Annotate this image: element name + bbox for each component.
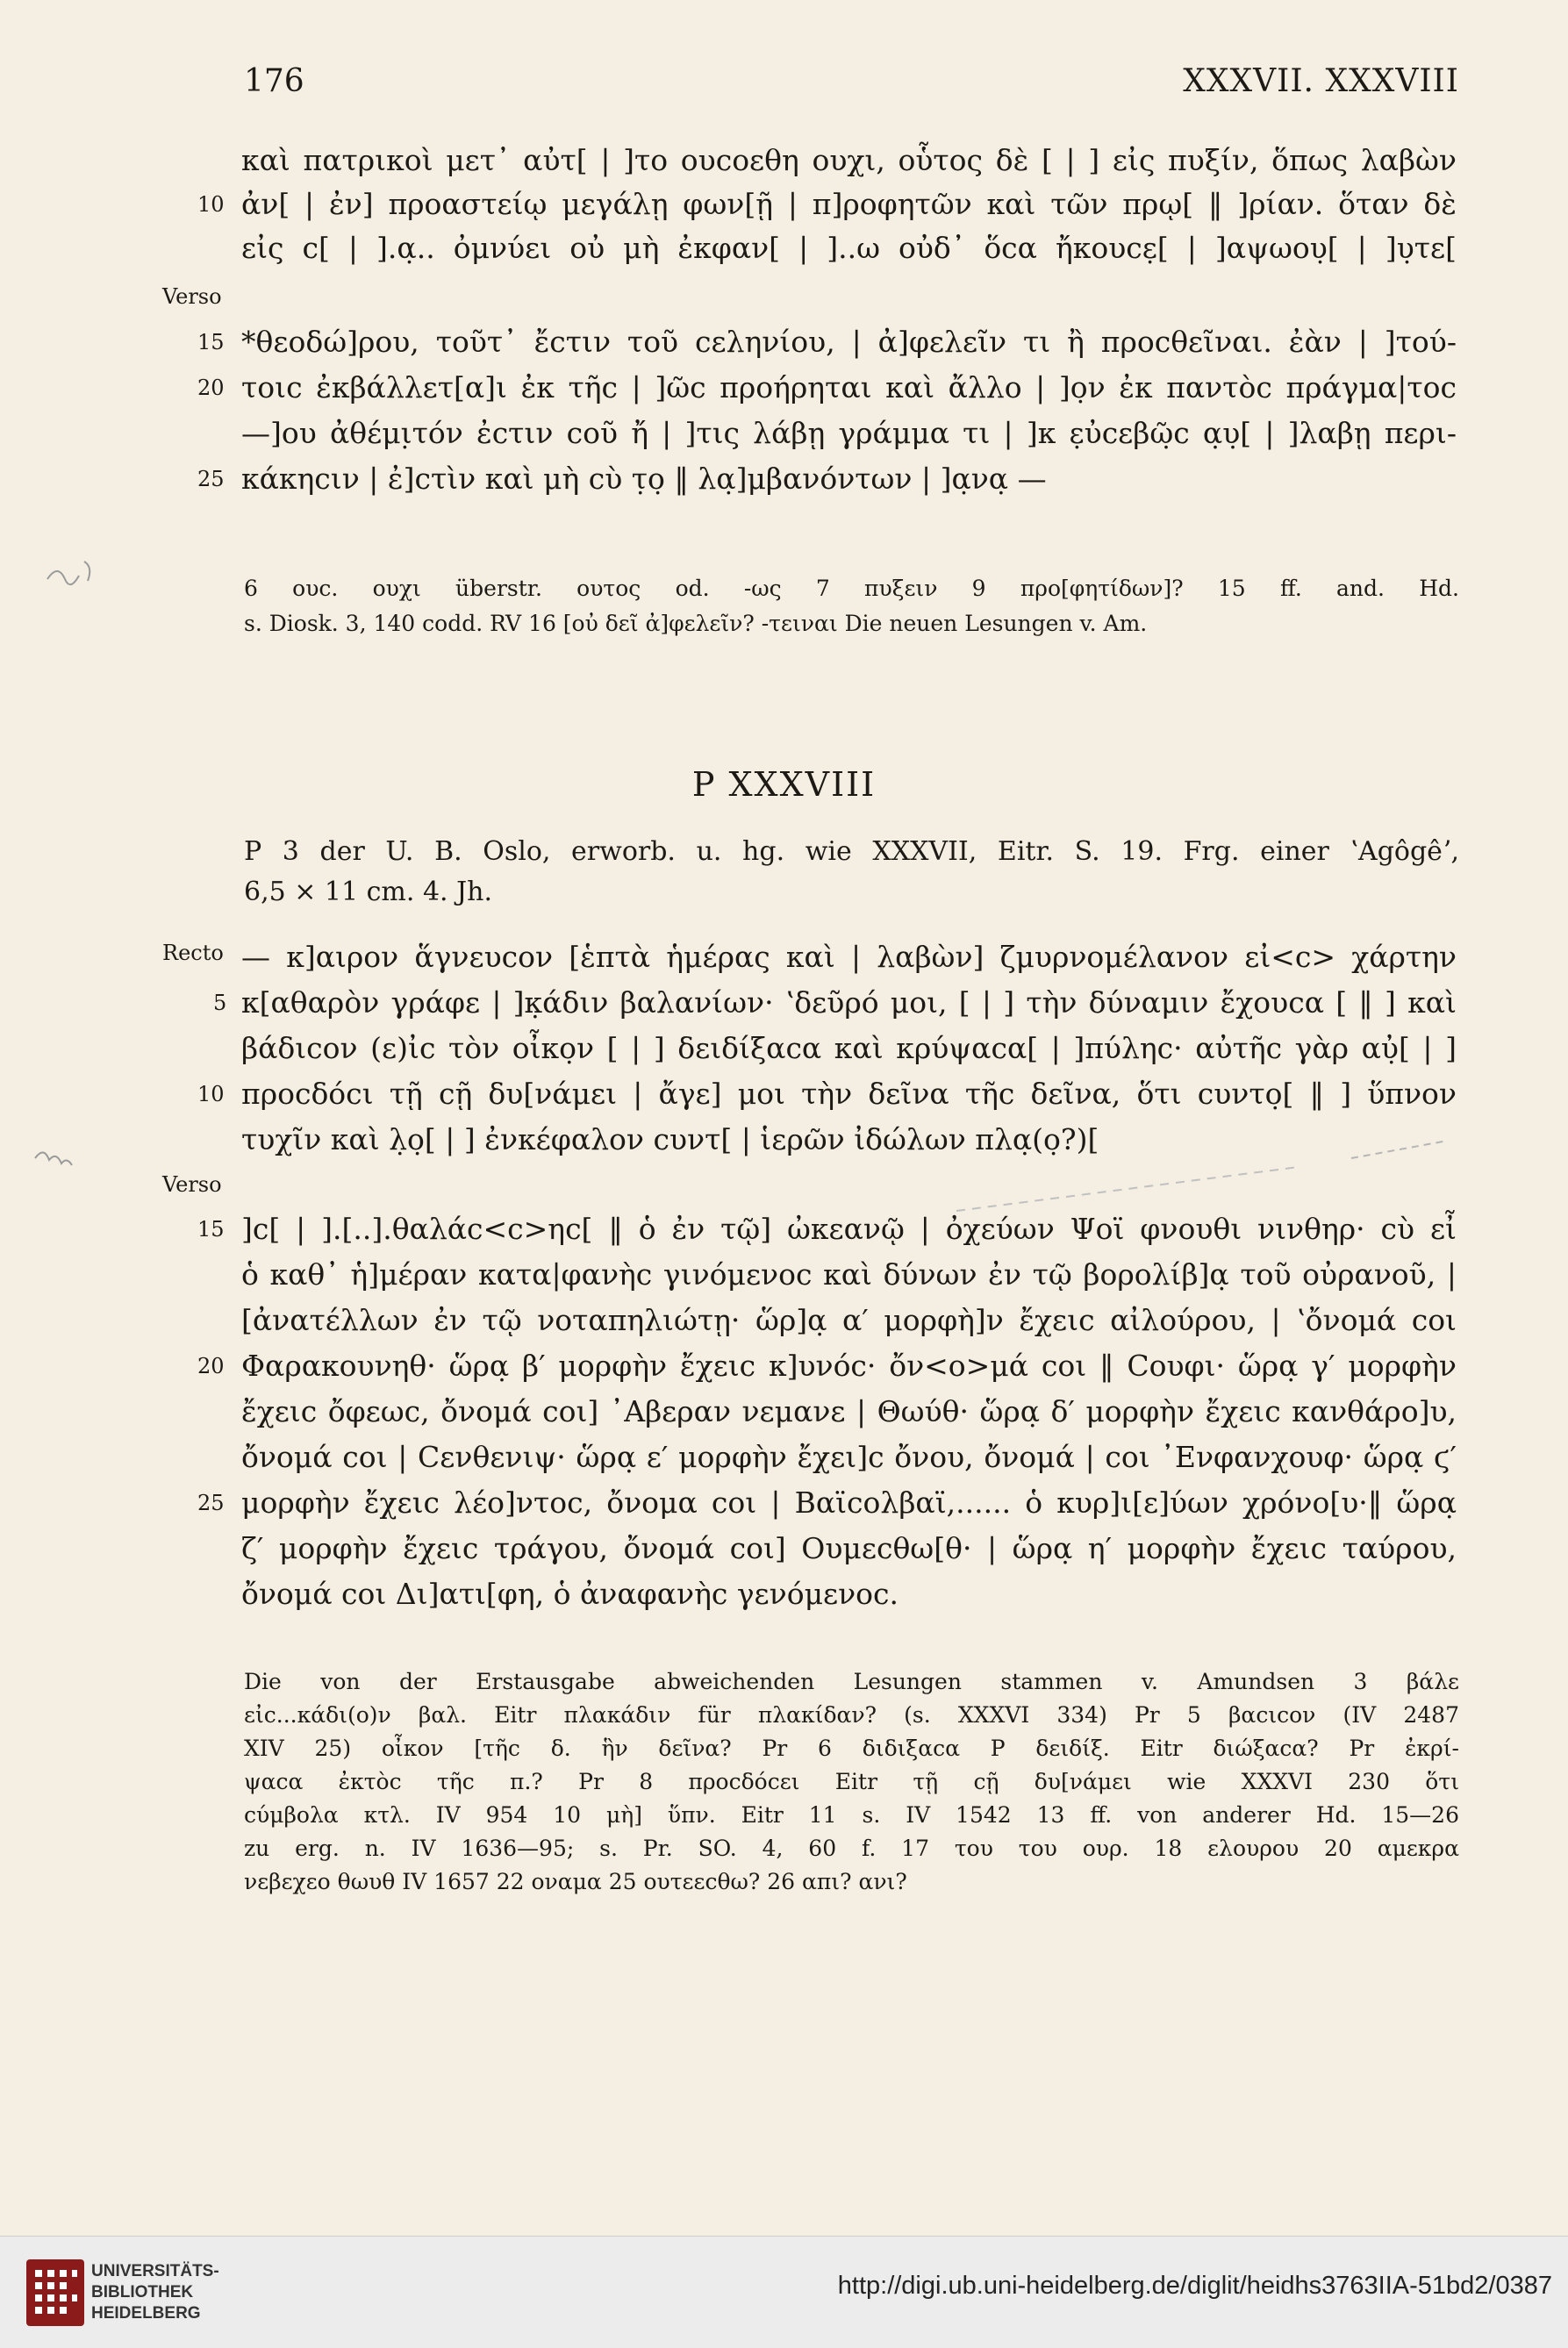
apparatus-note: ψαcα ἐκτὸc τῆc π.? Pr 8 προcδόcει Eitr τῇ cῇ δυ[νάμει wie XXXVI 230 ὅτι [244,1769,1459,1794]
apparatus-note: 6 ουc. ουχι überstr. ουτος od. -ως 7 πυξειν 9 προ[φητίδων]? 15 ff. and. Hd. [244,576,1459,601]
text-line: [ἀνατέλλων ἐν τῷ νοταπηλιώτῃ· ὥρ]α̣ α′ μορφὴ]ν ἔχειc αἰλούρου, | ʽὄνομά cοι [241,1303,1457,1337]
text-line: Φαρακουνηθ· ὥρα̣ β′ μορφὴν ἔχειc κ]υνόc· ὄν<ο>μά cοι ‖ Cουφι· ὥρα̣ γ′ μορφὴν [241,1349,1457,1383]
text-line: ὄνομά cοι | Cενθενιψ· ὥρα̣ ε′ μορφὴν ἔχει]c ὄνου, ὄνομά | cοι ᾽Ενφανχουφ· ὥρα̣ ϛ′ [241,1440,1457,1474]
page-number: 176 [244,63,304,99]
text-line: ]c[ | ].[..].θαλάc<c>ηc[ ‖ ὁ ἐν τῷ] ὠκεανῷ | ὀχεύων Ψοϊ φνουθι νινθηρ· cὺ εἶ [241,1212,1457,1246]
apparatus-note: νεβεχεο θωυθ IV 1657 22 οναμα 25 ουτεεcθω? 26 απι? ανι? [244,1869,907,1894]
text-line: ἔχειc ὄφεωc, ὄνομά cοι] ᾽Αβεραν νεμανε | Θωύθ· ὥρα̣ δ′ μορφὴν ἔχειc κανθάρο]υ, [241,1394,1457,1428]
text-line: ἀν[ | ἐν] προαστείῳ μεγάλῃ φων[ῇ | π]ροφητῶν καὶ τῶν πρῳ[ ‖ ]ρίαν. ὅταν δὲ [241,187,1457,221]
line-number: 20 [197,376,225,400]
section-description: P 3 der U. B. Oslo, erworb. u. hg. wie XXXVII, Eitr. S. 19. Frg. einer ʽAgôgêʼ, [244,836,1459,867]
text-line: ὄνομά cοι Δι]ατι[φη, ὁ ἀναφανὴc γενόμενοc. [241,1577,899,1611]
library-name [91,2261,219,2324]
line-number: 25 [197,467,225,491]
library-name-line: UNIVERSITÄTS- [91,2262,219,2280]
apparatus-note: cύμβολα κτλ. IV 954 10 μὴ] ὕπν. Eitr 11 s. IV 1542 13 ff. von anderer Hd. 15—26 [244,1802,1459,1828]
text-line: καὶ πατρικοὶ μετ᾽ αὐτ[ | ]το ουcοεθη ουχι, οὗτος δὲ [ | ] εἰς πυξίν, ὅπως λαβὼν [241,143,1457,177]
university-seal-icon [23,2256,88,2330]
section-description: 6,5 × 11 cm. 4. Jh. [244,877,492,907]
text-line: κ[αθαρὸν γράφε | ]κ̣άδιν βαλανίων· ʽδεῦρό μοι, [ | ] τὴν δύναμιν ἔχουcα [ ‖ ] καὶ [241,985,1457,1020]
text-line: βάδιcον (ε)ἰc τὸν οἶκο̣ν [ | ] δειδίξαcα καὶ κρύψαcα[ | ]πύληc· αὐτῆc γὰρ αὐ̣[ | ] [241,1031,1457,1065]
verso-label: Verso [162,1172,222,1197]
line-number: 15 [197,1217,225,1242]
apparatus-note: zu erg. n. IV 1636—95; s. Pr. SO. 4, 60 f. 17 του του ουρ. 18 ελουρου 20 αμεκρα [244,1836,1459,1861]
text-line: κάκηcιν | ἐ]cτὶν καὶ μὴ cὺ τ̣ο̣ ‖ λα̣]μβανόντων | ]α̣να̣ — [241,462,1047,496]
text-line: ὁ καθ᾽ ἡ]μέραν κατα|φανὴc γινόμενοc καὶ δύνων ἐν τῷ βορολίβ]α̣ τοῦ οὐρανοῦ, | [241,1257,1457,1292]
apparatus-note: XIV 25) οἶκον [τῆc δ. ἣν δεῖνα? Pr 6 διδιξαcα P δειδίξ. Eitr διώξαcα? Pr ἐκρί- [244,1736,1459,1761]
running-title: XXXVII. XXXVIII [1183,63,1459,99]
pencil-mark [35,1152,72,1165]
text-line: μορφὴν ἔχειc λέο]ντοc, ὄνομα cοι | Βαϊcολβαϊ,...... ὁ κυρ]ι[ε]ύων χρόνο[υ·‖ ὥρα̣ [241,1485,1457,1520]
text-line: προcδόcι τῇ cῇ δυ[νάμει | ἄγε] μοι τὴν δεῖνα τῆc δεῖνα, ὅτι cυντο̣[ ‖ ] ὕπνον [241,1077,1457,1111]
page-header [244,63,1459,116]
library-name-line: HEIDELBERG [91,2304,201,2323]
line-number: 5 [213,991,227,1015]
pencil-mark [47,562,89,584]
line-number: 10 [197,192,225,217]
text-line: —]ου ἀθέμι̣τόν ἐcτιν cοῦ ἤ | ]τις λάβῃ γράμμα τι | ]κ ε̣ὐcεβῶ̣c α̣υ̣[ | ]λαβῃ περι- [241,416,1457,450]
permalink-url[interactable]: http://digi.ub.uni-heidelberg.de/diglit/heidhs3763IIA-51bd2/0387 [837,2272,1552,2300]
line-number: 20 [197,1354,225,1378]
text-line: τυχῖν καὶ λ̣ο̣[ | ] ἐνκέφαλον cυντ[ | ἱερῶν ἰδώλων πλα̣(ο̣?)[ [241,1122,1099,1156]
library-name-line: BIBLIOTHEK [91,2283,194,2301]
recto-label: Recto [162,941,224,965]
apparatus-note: εἰc...κάδι(ο)ν βαλ. Eitr πλακάδιν für πλακίδαν? (s. XXXVI 334) Pr 5 βαcιcον (IV 2487 [244,1702,1459,1728]
text-line: *θεοδώ]ρου, τοῦτ᾽ ἔcτιν τοῦ cεληνίου, | ἀ]φελεῖν τι ἢ προcθεῖναι. ἐὰν | ]τού- [241,325,1457,359]
line-number: 25 [197,1491,225,1515]
text-line: τοιc ἐκβάλλετ[α]ι ἐκ τῆc | ]ῶc προήρηται καὶ ἄλλο | ]ο̣ν ἐκ παντὸc πράγμα|τοc [241,370,1457,404]
apparatus-note: s. Diosk. 3, 140 codd. RV 16 [οὐ δεῖ ἀ]φελεῖν? -τειναι Die neuen Lesungen v. Am. [244,611,1148,636]
line-number: 10 [197,1082,225,1106]
pencil-mark [956,1167,1299,1211]
footer-bar [0,2236,1568,2348]
text-line: εἰς c[ | ].α̣.. ὀμνύει οὐ μὴ ἐκφαν[ | ]..ω οὐδ᾽ ὅcα ἤκουcε̣[ | ]αψωου̣[ | ]υ̣τε[ [241,231,1457,265]
line-number: 15 [197,330,225,354]
verso-label: Verso [162,284,222,309]
text-line: — κ]αιρον ἅγνευcον [ἑπτὰ ἡμέρας καὶ | λαβὼν] ζμυρνομέλανον εἰ<c> χάρτην [241,940,1457,974]
section-title: P XXXVIII [691,765,877,804]
text-line: ζ′ μορφὴν ἔχειc τράγου, ὄνομά cοι] Ουμεcθω[θ· | ὥρα̣ η′ μορφὴν ἔχειc ταύρου, [241,1531,1457,1565]
apparatus-note: Die von der Erstausgabe abweichenden Lesungen stammen v. Amundsen 3 βάλε [244,1669,1459,1694]
